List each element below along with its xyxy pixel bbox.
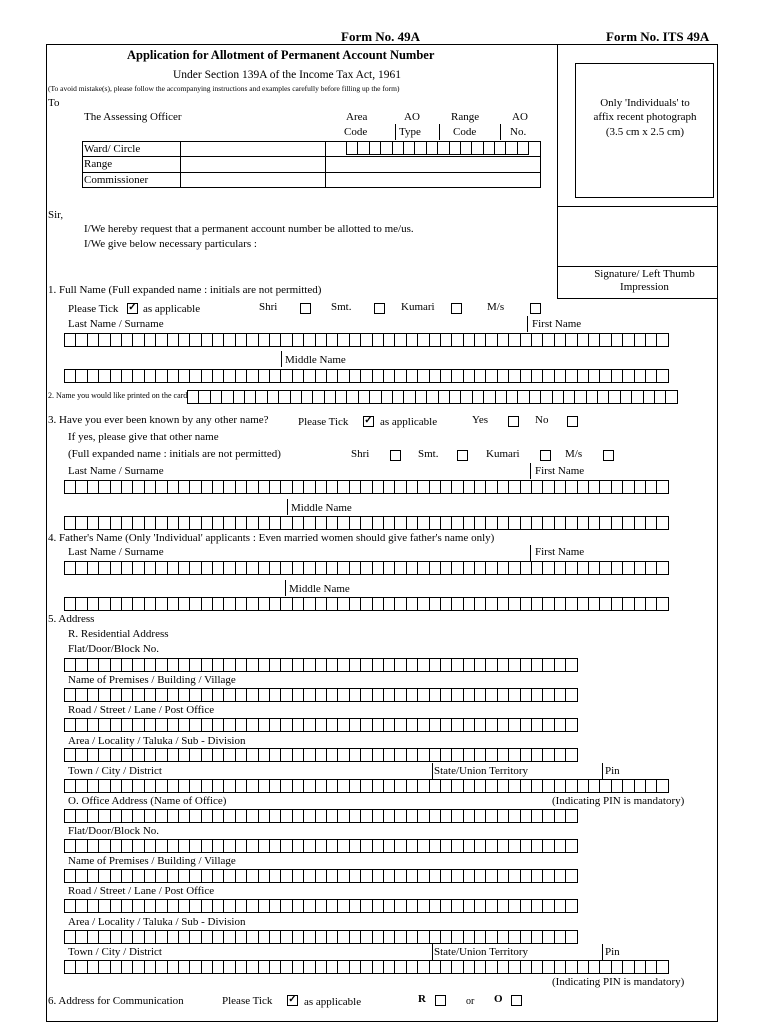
off-area-cells[interactable] — [64, 930, 577, 944]
section6-heading: 6. Address for Communication — [48, 995, 184, 1007]
form-title: Application for Allotment of Permanent Account Number — [127, 48, 435, 62]
or-label: or — [466, 996, 475, 1007]
col-ao-type: Type — [399, 126, 421, 138]
smt-checkbox[interactable] — [374, 303, 385, 314]
form-note: (To avoid mistake(s), please follow the accompanying instructions and examples carefully before filling up the form) — [48, 84, 400, 93]
other-name-last-cells[interactable] — [64, 480, 668, 494]
res-flat-cells[interactable] — [64, 658, 577, 672]
col-ao: AO — [404, 111, 420, 123]
char-cell[interactable] — [565, 930, 577, 944]
row-commissioner: Commissioner — [84, 174, 149, 186]
to-label: To — [48, 97, 60, 109]
pin-label-2: Pin — [605, 946, 620, 958]
col-area-code: Code — [344, 126, 368, 138]
s6-please-tick: Please Tick — [222, 995, 273, 1007]
s3-kumari-checkbox[interactable] — [540, 450, 551, 461]
col-range: Range — [451, 111, 480, 123]
section4-heading: 4. Father's Name (Only 'Individual' applicants : Even married women should give father's name only) — [48, 532, 495, 544]
o-label: O — [494, 993, 503, 1005]
s3-ms: M/s — [565, 448, 583, 460]
char-cell[interactable] — [565, 718, 577, 732]
no-label: No — [535, 414, 549, 426]
premises-label-2: Name of Premises / Building / Village — [68, 855, 236, 867]
full-name-last-cells[interactable] — [64, 333, 668, 347]
father-middle-cells[interactable] — [64, 597, 668, 611]
shri-checkbox[interactable] — [300, 303, 311, 314]
tick-sample-icon: ✓ — [128, 302, 137, 313]
s3-middle-name-label: Middle Name — [291, 502, 352, 514]
state-label: State/Union Territory — [434, 765, 529, 777]
sign-bottom — [557, 298, 718, 299]
ao-code-cells[interactable] — [346, 141, 528, 155]
s3-as-applicable: as applicable — [380, 416, 438, 428]
char-cell[interactable] — [565, 658, 577, 672]
s3-kumari: Kumari — [486, 448, 520, 460]
pin-note: (Indicating PIN is mandatory) — [552, 795, 685, 807]
s4-last-name-label: Last Name / Surname — [68, 546, 164, 558]
premises-label: Name of Premises / Building / Village — [68, 674, 236, 686]
char-cell[interactable] — [656, 597, 668, 611]
col-ao-no: No. — [510, 126, 527, 138]
s6-tick-sample-icon: ✓ — [288, 994, 297, 1005]
s3-last-name-label: Last Name / Surname — [68, 465, 164, 477]
res-town-cells[interactable] — [64, 779, 668, 793]
o-checkbox[interactable] — [511, 995, 522, 1006]
office-label: O. Office Address (Name of Office) — [68, 795, 227, 807]
sign-divider — [557, 266, 718, 267]
s3-first-name-label: First Name — [535, 465, 585, 477]
row-range: Range — [84, 158, 113, 170]
s3-please-tick: Please Tick — [298, 416, 349, 428]
residential-label: R. Residential Address — [68, 628, 169, 640]
s3-tick-sample-icon: ✓ — [364, 415, 373, 426]
print-name-cells[interactable] — [187, 390, 677, 404]
road-label: Road / Street / Lane / Post Office — [68, 704, 215, 716]
char-cell[interactable] — [656, 480, 668, 494]
town-label-2: Town / City / District — [68, 946, 162, 958]
photo-sign-divider — [557, 206, 718, 207]
area-label: Area / Locality / Taluka / Sub - Division — [68, 735, 246, 747]
salutation: Sir, — [48, 209, 64, 221]
ms-checkbox[interactable] — [530, 303, 541, 314]
char-cell[interactable] — [656, 561, 668, 575]
please-tick-label: Please Tick — [68, 303, 119, 315]
r-checkbox[interactable] — [435, 995, 446, 1006]
title-ms: M/s — [487, 301, 505, 313]
s3-line2: If yes, please give that other name — [68, 431, 219, 443]
photo-instructions: Only 'Individuals' to affix recent photograph (3.5 cm x 2.5 cm) — [593, 97, 697, 138]
s3-smt-checkbox[interactable] — [457, 450, 468, 461]
char-cell[interactable] — [565, 809, 577, 823]
s3-ms-checkbox[interactable] — [603, 450, 614, 461]
pin-label: Pin — [605, 765, 620, 777]
town-label: Town / City / District — [68, 765, 162, 777]
flat-label-2: Flat/Door/Block No. — [68, 825, 160, 837]
col-area: Area — [346, 111, 368, 123]
full-name-middle-cells[interactable] — [64, 369, 668, 383]
as-applicable-label: as applicable — [143, 303, 201, 315]
middle-name-label: Middle Name — [285, 354, 346, 366]
s4-middle-name-label: Middle Name — [289, 583, 350, 595]
char-cell[interactable] — [565, 688, 577, 702]
char-cell[interactable] — [656, 779, 668, 793]
form-number-left: Form No. 49A — [341, 29, 421, 44]
char-cell[interactable] — [656, 960, 668, 974]
s6-as-applicable: as applicable — [304, 996, 362, 1008]
section1-heading: 1. Full Name (Full expanded name : initials are not permitted) — [48, 284, 322, 296]
char-cell[interactable] — [565, 839, 577, 853]
res-premises-cells[interactable] — [64, 688, 577, 702]
office-name-cells[interactable] — [64, 809, 577, 823]
off-premises-cells[interactable] — [64, 869, 577, 883]
last-name-label: Last Name / Surname — [68, 318, 164, 330]
intro-line-1: I/We hereby request that a permanent account number be allotted to me/us. — [84, 223, 414, 235]
form-subtitle: Under Section 139A of the Income Tax Act, 1961 — [173, 69, 401, 81]
father-last-cells[interactable] — [64, 561, 668, 575]
state-label-2: State/Union Territory — [434, 946, 529, 958]
first-name-label: First Name — [532, 318, 582, 330]
section5-heading: 5. Address — [48, 613, 95, 625]
section3-heading: 3. Have you ever been known by any other name? — [48, 414, 269, 426]
section2-heading: 2. Name you would like printed on the card — [48, 391, 188, 400]
char-cell[interactable] — [656, 333, 668, 347]
yes-checkbox[interactable] — [508, 416, 519, 427]
char-cell[interactable] — [565, 869, 577, 883]
s3-shri: Shri — [351, 448, 370, 460]
s3-line3: (Full expanded name : initials are not permitted) — [68, 448, 281, 460]
form-number-right: Form No. ITS 49A — [606, 29, 710, 44]
col-range-code: Code — [453, 126, 477, 138]
officer-label: The Assessing Officer — [84, 111, 182, 123]
row-ward: Ward/ Circle — [84, 143, 141, 155]
photo-box[interactable] — [575, 63, 714, 198]
photo-divider — [557, 44, 558, 298]
kumari-checkbox[interactable] — [451, 303, 462, 314]
signature-label: Signature/ Left Thumb Impression — [594, 268, 695, 294]
intro-line-2: I/We give below necessary particulars : — [84, 238, 257, 250]
road-label-2: Road / Street / Lane / Post Office — [68, 885, 215, 897]
yes-label: Yes — [472, 414, 489, 426]
flat-label: Flat/Door/Block No. — [68, 643, 160, 655]
s3-smt: Smt. — [418, 448, 439, 460]
res-road-cells[interactable] — [64, 718, 577, 732]
title-kumari: Kumari — [401, 301, 435, 313]
char-cell[interactable] — [565, 899, 577, 913]
char-cell[interactable] — [656, 369, 668, 383]
area-label-2: Area / Locality / Taluka / Sub - Division — [68, 916, 246, 928]
off-road-cells[interactable] — [64, 899, 577, 913]
s4-first-name-label: First Name — [535, 546, 585, 558]
title-shri: Shri — [259, 301, 278, 313]
r-label: R — [418, 993, 426, 1005]
s3-shri-checkbox[interactable] — [390, 450, 401, 461]
off-flat-cells[interactable] — [64, 839, 577, 853]
off-town-cells[interactable] — [64, 960, 668, 974]
char-cell[interactable] — [565, 748, 577, 762]
char-cell[interactable] — [665, 390, 677, 404]
char-cell[interactable] — [656, 516, 668, 530]
other-name-middle-cells[interactable] — [64, 516, 668, 530]
col-ao-2: AO — [512, 111, 528, 123]
res-area-cells[interactable] — [64, 748, 577, 762]
pin-note-2: (Indicating PIN is mandatory) — [552, 976, 685, 988]
no-checkbox[interactable] — [567, 416, 578, 427]
title-smt: Smt. — [331, 301, 352, 313]
